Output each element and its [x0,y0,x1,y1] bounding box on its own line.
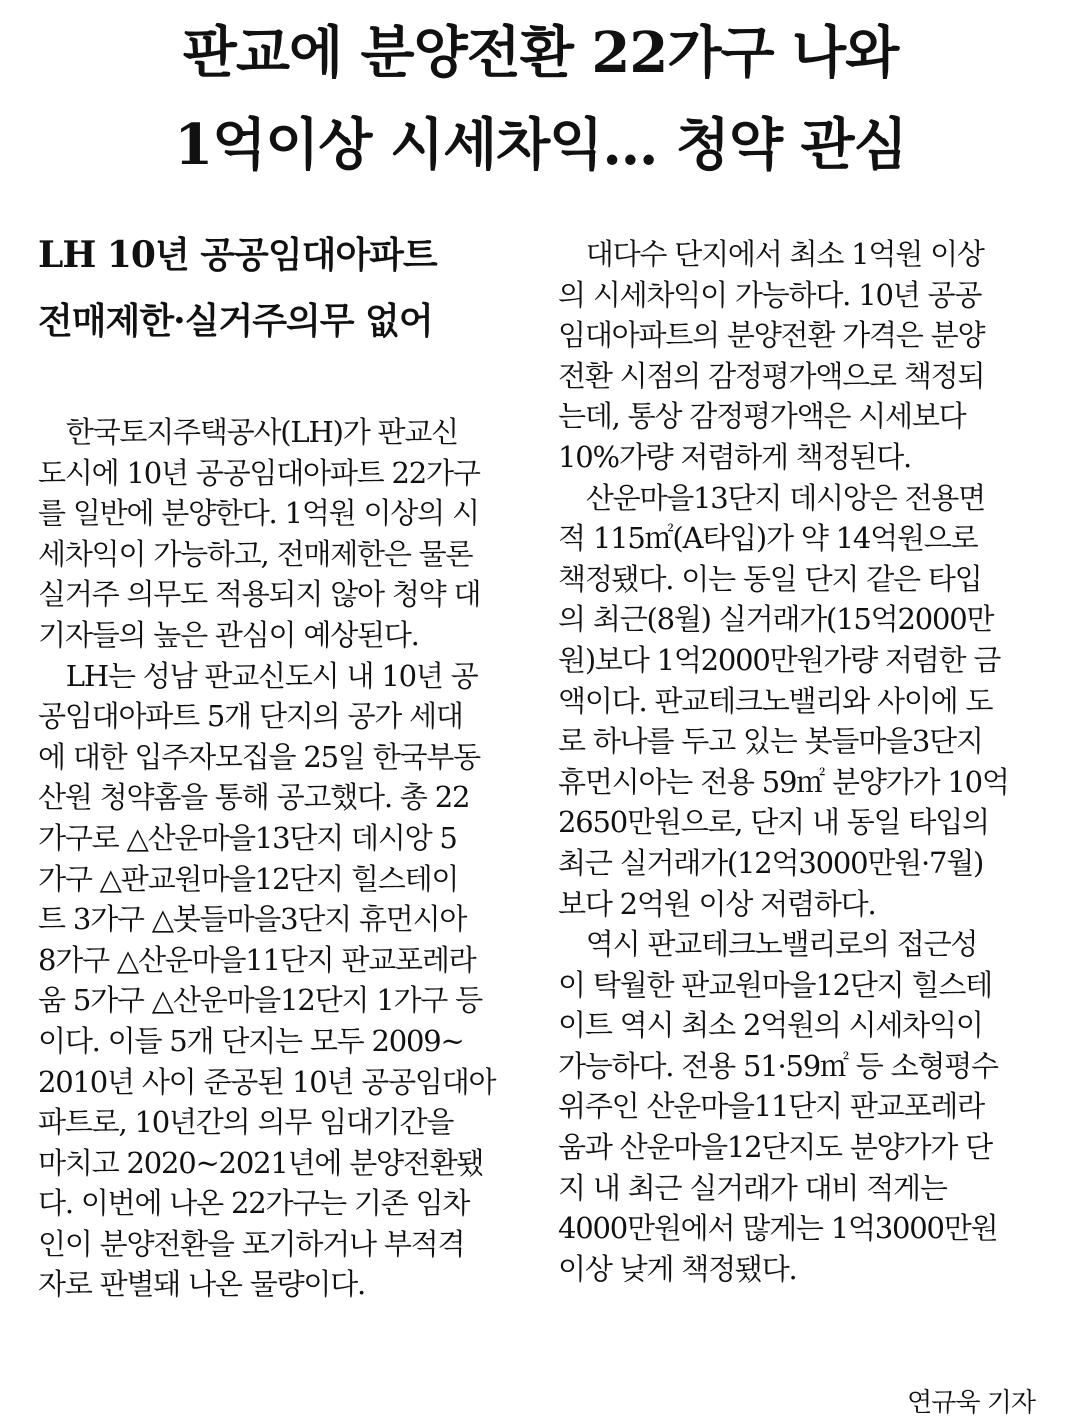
body-line: 도시에 10년 공공임대아파트 22가구 [38,455,480,490]
body-line: 자로 판별돼 나온 물량이다. [38,1267,366,1302]
body-line: 실거주 의무도 적용되지 않아 청약 대 [38,577,481,612]
body-line: 이 탁월한 판교원마을12단지 힐스테 [558,967,992,1002]
body-line: 기자들의 높은 관심이 예상된다. [38,617,419,652]
headline-line-2: 1억이상 시세차익… 청약 관심 [174,112,907,178]
body-line: 8가구 △산운마을11단지 판교포레라 [38,942,476,977]
body-line: 지 내 최근 실거래가 대비 적게는 [558,1170,947,1205]
body-line: 적 115㎡(A타입)가 약 14억원으로 [558,521,978,556]
body-line: 이상 낮게 책정됐다. [558,1251,797,1286]
body-line: 한국토지주택공사(LH)가 판교신 [38,415,458,449]
body-line: 가능하다. 전용 51·59㎡ 등 소형평수 [558,1048,998,1083]
body-line: 가구로 △산운마을13단지 데시앙 5 [38,820,457,855]
body-line: 2010년 사이 준공된 10년 공공임대아 [38,1064,496,1099]
body-line: 가구 △판교원마을12단지 힐스테이 [38,861,459,896]
body-line: 원)보다 1억2000만원가량 저렴한 금 [558,642,1001,677]
body-line: 액이다. 판교테크노밸리와 사이에 도 [558,683,993,718]
body-line: 4000만원에서 많게는 1억3000만원 [558,1211,998,1246]
body-line: 임대아파트의 분양전환 가격은 분양 [558,318,985,353]
body-line: 위주인 산운마을11단지 판교포레라 [558,1089,984,1124]
body-line: 산원 청약홈을 통해 공고했다. 총 22 [38,780,470,815]
body-line: 움 5가구 △산운마을12단지 1가구 등 [38,983,482,1018]
body-line: 대다수 단지에서 최소 1억원 이상 [558,237,984,271]
article-left-column [38,412,518,1305]
body-line: 공임대아파트 5개 단지의 공가 세대 [38,699,463,734]
headline-line-1: 판교에 분양전환 22가구 나와 [182,20,899,86]
body-line: 는데, 통상 감정평가액은 시세보다 [558,399,966,434]
body-line: 파트로, 10년간의 의무 임대기간을 [38,1105,454,1140]
body-line: 로 하나를 두고 있는 봇들마을3단지 [558,724,983,759]
body-line: 2650만원으로, 단지 내 동일 타입의 [558,805,989,840]
body-line: 의 시세차익이 가능하다. 10년 공공 [558,277,982,312]
body-line: 트 3가구 △봇들마을3단지 휴먼시아 [38,902,467,937]
body-line: 인이 분양전환을 포기하거나 부적격 [38,1226,465,1261]
body-line: 이트 역시 최소 2억원의 시세차익이 [558,1008,983,1043]
body-line: 최근 실거래가(12억3000만원·7월) [558,845,984,880]
body-line: 에 대한 입주자모집을 25일 한국부동 [38,739,480,774]
byline: 연규욱 기자 [907,1388,1035,1418]
body-line: LH는 성남 판교신도시 내 10년 공 [38,658,478,693]
body-line: 휴먼시아는 전용 59㎡ 분양가가 10억 [558,764,1009,799]
body-line: 책정됐다. 이는 동일 단지 같은 타입 [558,561,982,596]
body-line: 역시 판교테크노밸리로의 접근성 [558,927,978,962]
body-line: 다. 이번에 나온 22가구는 기존 임차 [38,1186,470,1221]
body-line: 세차익이 가능하고, 전매제한은 물론 [38,536,473,571]
body-line: 움과 산운마을12단지도 분양가가 단 [558,1130,992,1165]
body-line: 10%가량 저렴하게 책정된다. [558,439,912,474]
subheadline-line-2: 전매제한·실거주의무 없어 [38,300,433,342]
body-line: 의 최근(8월) 실거래가(15억2000만 [558,602,994,637]
body-line: 전환 시점의 감정평가액으로 책정되 [558,358,985,393]
body-line: 산운마을13단지 데시앙은 전용면 [558,480,985,515]
body-line: 마치고 2020~2021년에 분양전환됐 [38,1145,484,1180]
body-line: 보다 2억원 이상 저렴하다. [558,886,876,921]
body-line: 이다. 이들 5개 단지는 모두 2009~ [38,1023,464,1058]
article-right-column [558,234,1038,1289]
body-line: 를 일반에 분양한다. 1억원 이상의 시 [38,496,479,531]
subheadline-line-1: LH 10년 공공임대아파트 [38,234,437,276]
